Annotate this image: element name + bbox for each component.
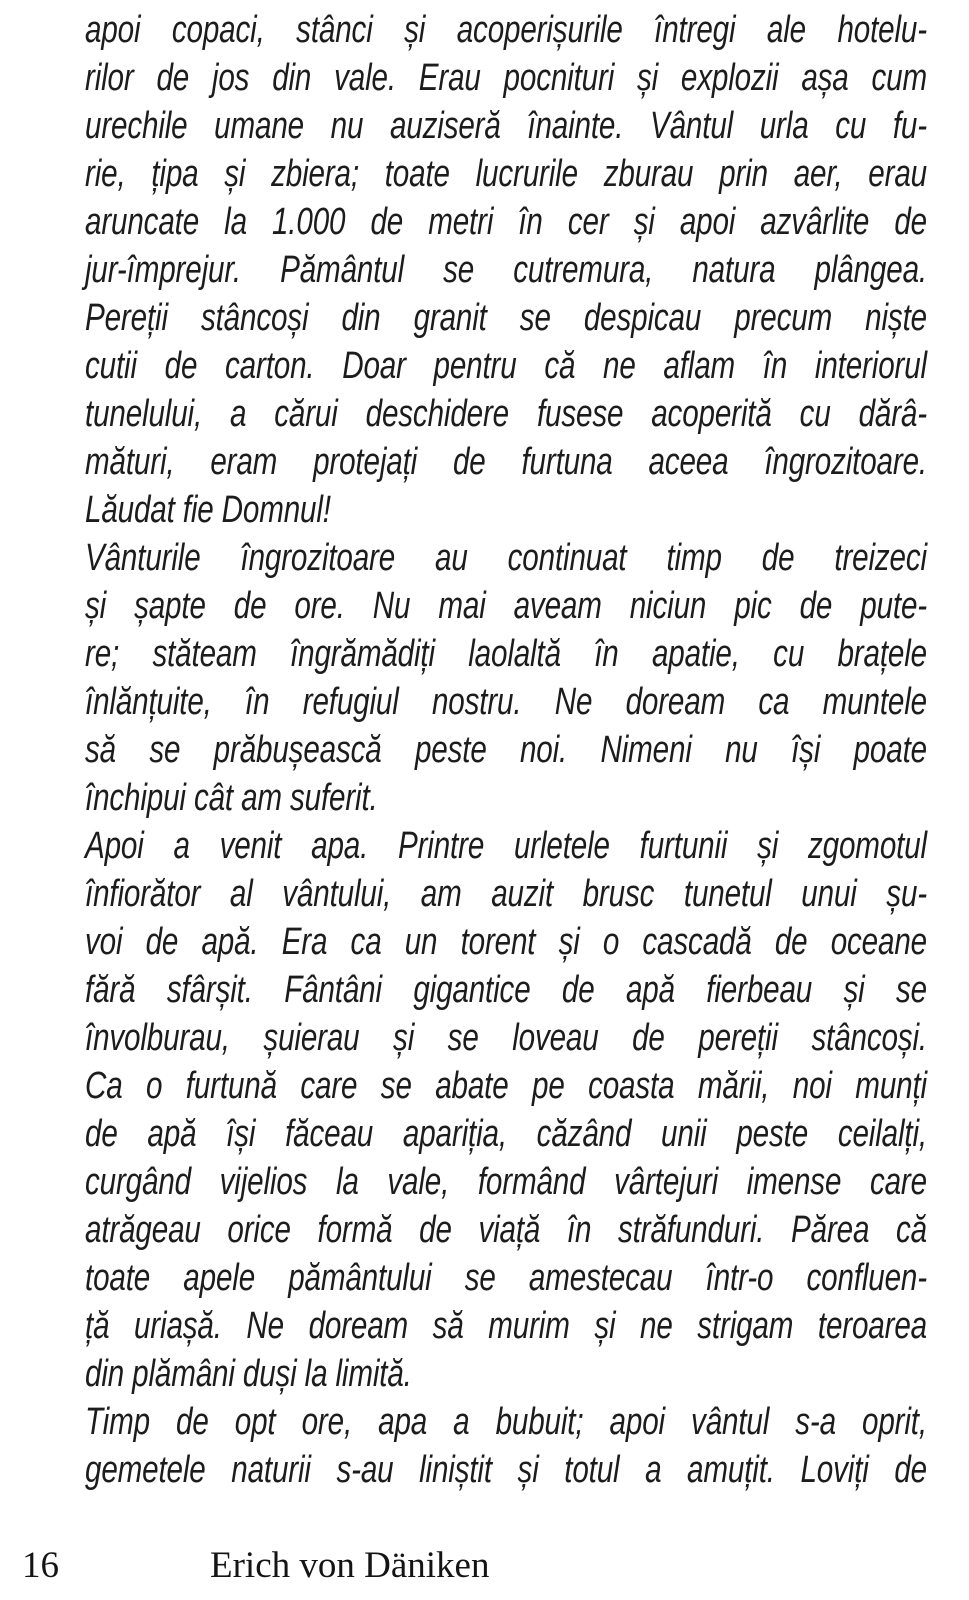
page-text [85,6,927,1510]
text-line: închipui cât am suferit. [85,777,378,819]
paragraph [85,534,927,822]
text-line: învolburau, șuierau și se loveau de pereții stâncoși. [85,1017,927,1059]
text-line: aruncate la 1.000 de metri în cer și apoi azvârlite de [85,201,927,243]
paragraph [85,1398,927,1494]
text-line: mături, eram protejați de furtuna aceea îngrozitoare. [85,441,927,483]
text-line: re; stăteam îngrămădiți laolaltă în apatie, cu brațele [85,633,927,675]
text-line: toate apele pământului se amestecau într-o confluen- [85,1257,927,1299]
text-line: tunelului, a cărui deschidere fusese acoperită cu dărâ- [85,393,927,435]
page-number: 16 [22,1545,59,1586]
page-text-inner [85,6,927,1494]
text-line: și șapte de ore. Nu mai aveam niciun pic de pute- [85,585,927,627]
text-line: ță uriașă. Ne doream să murim și ne strigam teroarea [85,1305,927,1347]
text-line: jur-împrejur. Pământul se cutremura, natura plângea. [85,249,927,291]
text-line: înlănțuite, în refugiul nostru. Ne doream ca muntele [85,681,927,723]
text-line: Ca o furtună care se abate pe coasta mării, noi munți [85,1065,927,1107]
paragraph [85,822,927,1398]
text-line: din plămâni duși la limită. [85,1353,412,1395]
text-line: cutii de carton. Doar pentru că ne aflam în interiorul [85,345,927,387]
text-line: să se prăbușească peste noi. Nimeni nu își poate [85,729,927,771]
text-line: de apă își făceau apariția, căzând unii peste ceilalți, [85,1113,927,1155]
text-line: Lăudat fie Domnul! [85,489,331,531]
text-line: înfiorător al vântului, am auzit brusc tunetul unui șu- [85,873,927,915]
text-line: voi de apă. Era ca un torent și o cascadă de oceane [85,921,927,963]
text-line: Apoi a venit apa. Printre urletele furtunii și zgomotul [85,825,927,867]
text-line: urechile umane nu auziseră înainte. Vântul urla cu fu- [85,105,927,147]
text-line: curgând vijelios la vale, formând vârtejuri imense care [85,1161,927,1203]
text-line: atrăgeau orice formă de viață în străfunduri. Părea că [85,1209,927,1251]
text-line: rilor de jos din vale. Erau pocnituri și explozii așa cum [85,57,927,99]
text-line: Timp de opt ore, apa a bubuit; apoi vântul s-a oprit, [85,1401,927,1443]
text-line: gemetele naturii s-au liniștit și totul a amuțit. Loviți de [85,1449,927,1491]
paragraph [85,6,927,534]
running-footer-author: Erich von Däniken [210,1545,490,1586]
text-line: apoi copaci, stânci și acoperișurile întregi ale hotelu- [85,9,927,51]
text-line: fără sfârșit. Fântâni gigantice de apă fierbeau și se [85,969,927,1011]
text-line: Vânturile îngrozitoare au continuat timp de treizeci [85,537,927,579]
text-line: Pereții stâncoși din granit se despicau precum niște [85,297,927,339]
text-line: rie, țipa și zbiera; toate lucrurile zburau prin aer, erau [85,153,927,195]
